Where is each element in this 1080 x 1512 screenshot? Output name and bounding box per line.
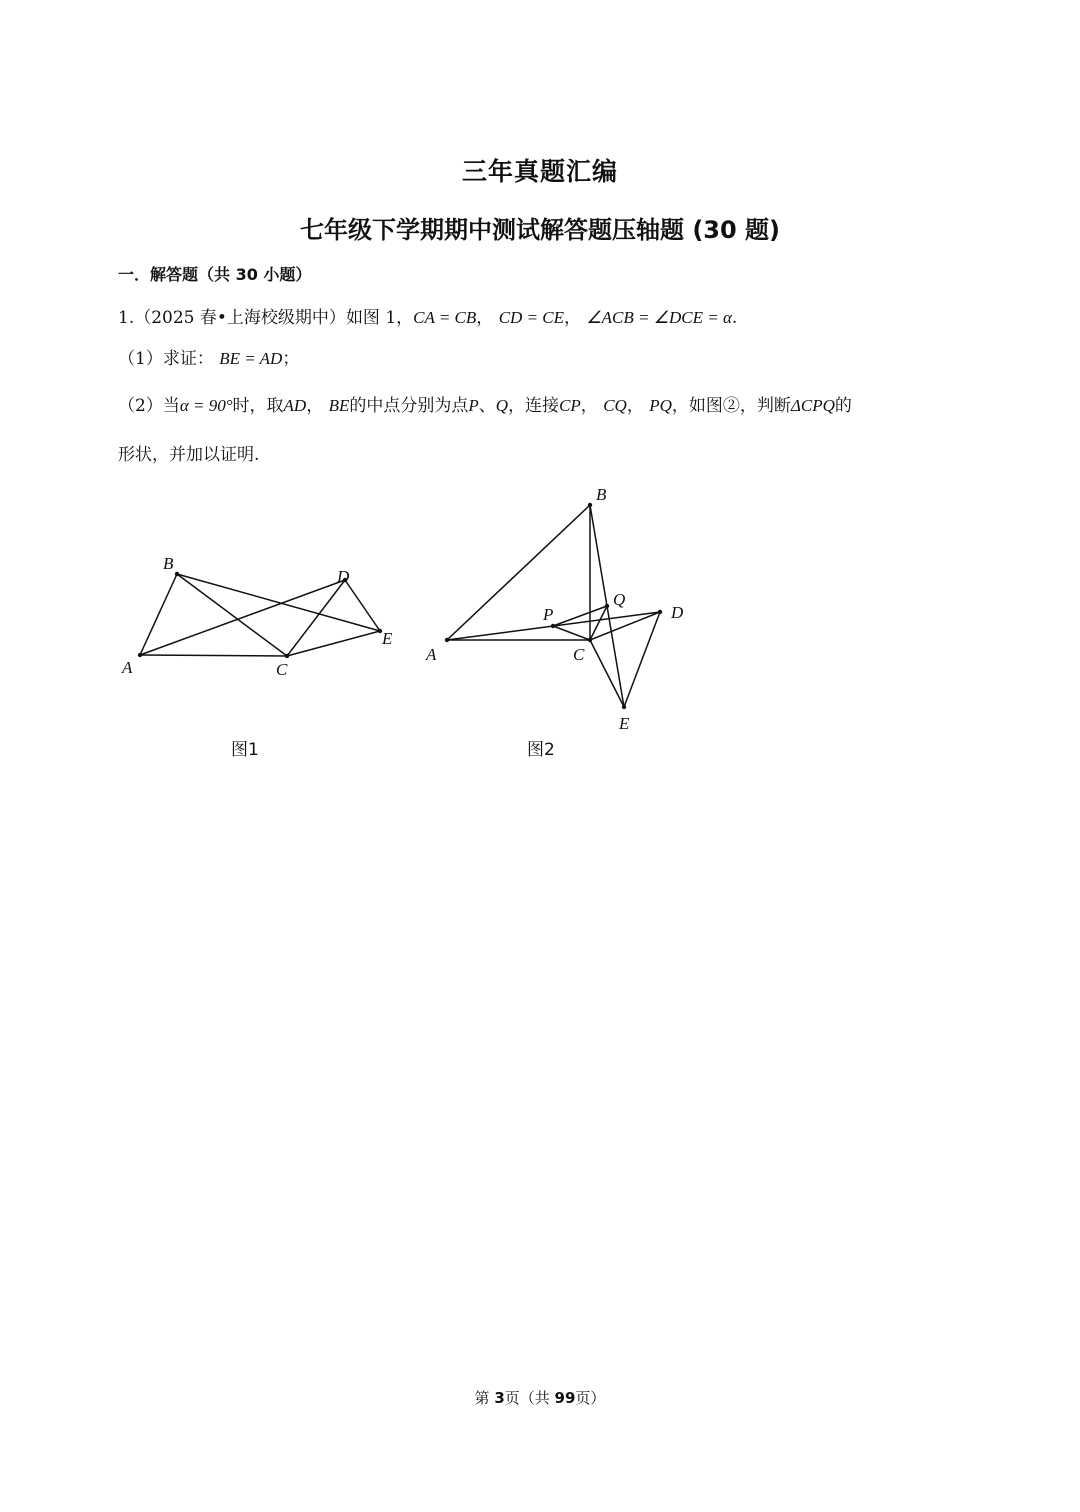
part2-prefix: （2）当 [118, 396, 180, 416]
fig2-label-q: Q [613, 590, 626, 609]
part2-text1: 时，取 [232, 396, 284, 416]
footer-middle: 页（共 [504, 1389, 555, 1407]
point-p: P [468, 396, 479, 415]
fig1-label-b: B [163, 554, 174, 573]
segment-cq: CQ [603, 396, 627, 415]
fig2-label-c: C [573, 645, 585, 664]
point-q: Q [495, 396, 509, 415]
footer-suffix: 页） [575, 1389, 606, 1407]
fig1-label-a: A [122, 658, 133, 677]
part2-text5: 的 [834, 396, 852, 416]
part2-angle: α = 90° [179, 396, 233, 415]
condition-3: ∠ACB = ∠DCE = α [586, 308, 732, 327]
footer-page-number: 3 [494, 1389, 505, 1407]
page-footer [0, 1387, 1080, 1408]
footer-prefix: 第 [474, 1389, 495, 1407]
question-1-part-2-end: 形状，并加以证明. [118, 445, 260, 465]
figure-2-caption: 图2 [527, 740, 555, 760]
question-1-stem: 1.（2025 春•上海校级期中）如图 1，CA = CB， CD = CE， ∠ACB = ∠DCE = α. [118, 308, 738, 328]
condition-1: CA = CB [413, 308, 477, 327]
fig2-label-e: E [619, 714, 630, 733]
question-number: 1. [118, 308, 135, 328]
fig1-label-e: E [382, 629, 393, 648]
section-heading: 一．解答题（共 30 小题） [118, 265, 312, 284]
part2-text3: ，连接 [508, 396, 560, 416]
question-source: （2025 春•上海校级期中） [134, 308, 346, 328]
page-subtitle: 七年级下学期期中测试解答题压轴题 (30 题) [299, 216, 781, 244]
question-1-part-1 [118, 344, 299, 369]
fig1-label-d: D [337, 567, 350, 586]
triangle-cpq: ΔCPQ [790, 396, 835, 415]
footer-total-pages: 99 [554, 1389, 576, 1407]
question-1-part-2: （2）当α = 90°时，取AD， BE的中点分别为点P、Q，连接CP， CQ， PQ，如图②，判断ΔCPQ的 [118, 396, 852, 416]
segment-ad: AD [283, 396, 307, 415]
segment-cp: CP [559, 396, 581, 415]
fig2-label-a: A [426, 645, 437, 664]
segment-pq: PQ [649, 396, 672, 415]
fig2-label-p: P [543, 605, 554, 624]
fig2-label-d: D [671, 603, 684, 622]
figure-1-caption: 图1 [231, 740, 259, 760]
figure-1-diagram [110, 545, 410, 695]
condition-2: CD = CE [498, 308, 565, 327]
fig1-label-c: C [276, 660, 288, 679]
part1-suffix: ； [282, 349, 300, 369]
page-title: 三年真题汇编 [461, 157, 618, 186]
segment-be: BE [328, 396, 350, 415]
part1-expression: BE = AD [219, 349, 283, 368]
figure-2-diagram [420, 480, 700, 740]
part2-text4: ，如图②，判断 [671, 396, 791, 416]
part2-text2: 的中点分别为点 [349, 396, 469, 416]
fig2-label-b: B [596, 485, 607, 504]
part1-prefix: （1）求证： [118, 349, 214, 369]
question-intro: 如图 1， [345, 308, 414, 328]
